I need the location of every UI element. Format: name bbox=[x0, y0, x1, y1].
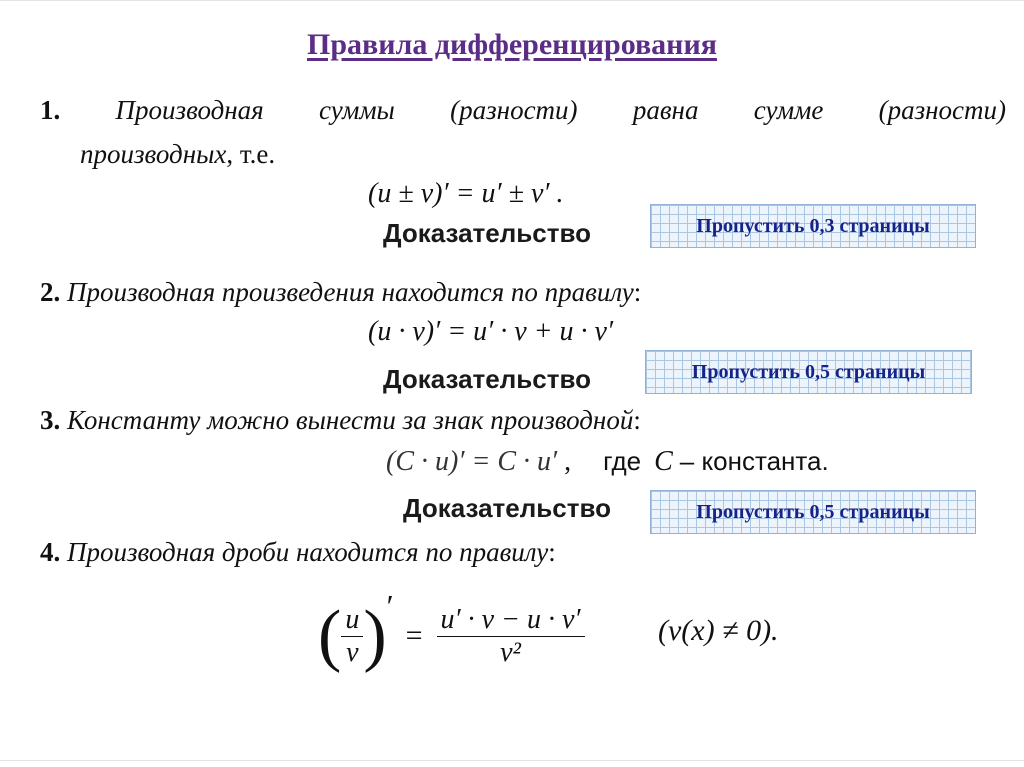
rule3-text: Константу можно вынести за знак производной bbox=[67, 405, 634, 435]
rule4-rhs-fraction bbox=[437, 604, 585, 669]
rule3-formula-comma: , bbox=[564, 446, 572, 477]
rule4-lhs-num: u bbox=[341, 604, 363, 637]
rule3-note-prefix: где bbox=[603, 446, 642, 476]
bottom-border bbox=[0, 760, 1024, 761]
rule4-colon: : bbox=[548, 537, 556, 567]
rule2-skip-label: Пропустить 0,5 страницы bbox=[691, 360, 926, 383]
rule4-condition: (v(x) ≠ 0). bbox=[658, 614, 779, 647]
rule4-eq: = bbox=[405, 619, 423, 652]
rule2-skip-button[interactable] bbox=[645, 350, 972, 394]
rule1-text: Производная суммы (разности) равна сумме (разности) bbox=[115, 95, 1006, 125]
rule3-colon: : bbox=[633, 405, 641, 435]
top-border bbox=[0, 0, 1024, 1]
rule2-colon: : bbox=[633, 277, 642, 307]
rule4-rhs-den: v² bbox=[500, 636, 521, 668]
rule1-skip-button[interactable] bbox=[650, 204, 976, 248]
rule4-lhs-den: v bbox=[346, 636, 359, 668]
rule1-line2 bbox=[80, 138, 275, 170]
rule3-note-rest: – константа. bbox=[679, 446, 829, 476]
rule4-formula bbox=[318, 586, 585, 686]
rule3-note-var: C bbox=[654, 446, 673, 477]
rule1-line2-italic: производных bbox=[80, 139, 227, 169]
rule2-proof-label: Доказательство bbox=[383, 364, 591, 394]
rule1-number: 1. bbox=[40, 95, 61, 125]
rule3-formula: (C · u)′ = C · u′ bbox=[386, 446, 558, 477]
rule4-text: Производная дроби находится по правилу bbox=[67, 537, 549, 567]
rule4-lhs-fraction bbox=[341, 604, 363, 669]
rule4-rparen: ) bbox=[363, 597, 387, 674]
rule4-prime: ′ bbox=[386, 588, 394, 624]
rule3-skip-label: Пропустить 0,5 страницы bbox=[696, 500, 930, 523]
rule2-line bbox=[40, 276, 641, 308]
rule1-line2-rest: , т.е. bbox=[226, 139, 276, 169]
rule1-skip-label: Пропустить 0,3 страницы bbox=[696, 214, 930, 237]
rule3-number: 3. bbox=[40, 405, 61, 435]
rule2-number: 2. bbox=[40, 277, 61, 307]
rule3-proof-label: Доказательство bbox=[403, 493, 611, 523]
page-title bbox=[0, 28, 1024, 62]
rule1-proof-label: Доказательство bbox=[383, 218, 591, 248]
rule3-skip-button[interactable] bbox=[650, 490, 976, 534]
rule4-lparen: ( bbox=[318, 597, 342, 674]
rule4-line bbox=[40, 536, 556, 568]
rule4-number: 4. bbox=[40, 537, 61, 567]
rule1-line1 bbox=[40, 94, 1006, 126]
rule4-rhs-num: u′ · v − u · v′ bbox=[437, 604, 585, 637]
rule3-line bbox=[40, 404, 641, 436]
rule2-text: Производная произведения находится по правилу bbox=[67, 277, 634, 307]
rule2-formula: (u · v)′ = u′ · v + u · v′ bbox=[368, 316, 614, 347]
page-title-text: Правила дифференцирования bbox=[307, 28, 717, 61]
rule3-formula-row bbox=[386, 446, 829, 478]
rule1-formula: (u ± v)′ = u′ ± v′ . bbox=[368, 178, 564, 209]
